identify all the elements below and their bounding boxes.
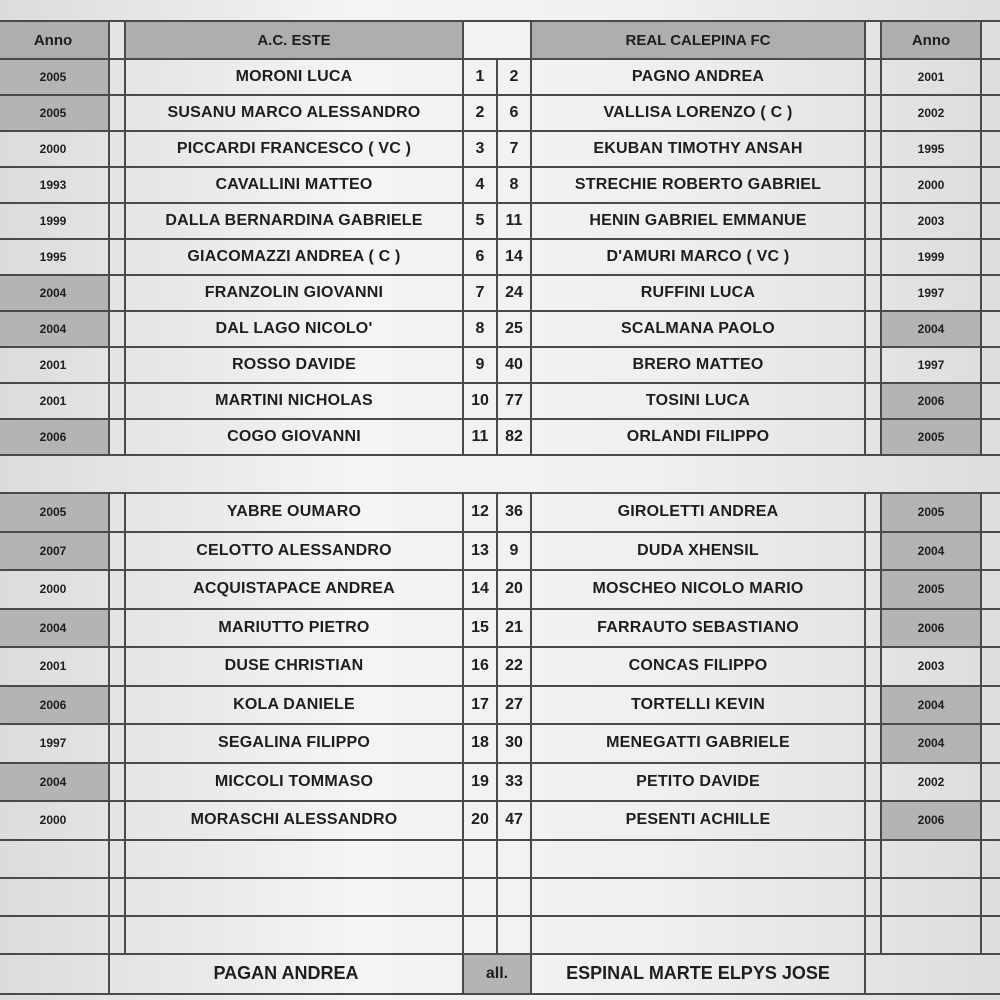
right-birth-year: 2004 xyxy=(881,532,981,571)
right-player-name: PETITO DAVIDE xyxy=(531,763,865,802)
player-row xyxy=(0,383,1000,419)
right-player-name: DUDA XHENSIL xyxy=(531,532,865,571)
edge-cell xyxy=(981,419,1000,455)
left-spacer xyxy=(109,801,125,840)
right-spacer xyxy=(865,493,881,532)
left-birth-year: 2005 xyxy=(0,493,109,532)
right-birth-year: 1999 xyxy=(881,239,981,275)
left-shirt-number: 4 xyxy=(463,167,497,203)
left-spacer xyxy=(109,347,125,383)
right-player-name: MOSCHEO NICOLO MARIO xyxy=(531,570,865,609)
left-shirt-number: 1 xyxy=(463,59,497,95)
left-shirt-number: 19 xyxy=(463,763,497,802)
left-spacer xyxy=(109,239,125,275)
left-player-name: FRANZOLIN GIOVANNI xyxy=(125,275,463,311)
empty-cell xyxy=(125,878,463,916)
left-birth-year: 2004 xyxy=(0,275,109,311)
right-birth-year: 2005 xyxy=(881,419,981,455)
right-birth-year: 1997 xyxy=(881,275,981,311)
edge-cell xyxy=(981,131,1000,167)
player-row xyxy=(0,609,1000,648)
empty-cell xyxy=(981,878,1000,916)
left-birth-year: 2006 xyxy=(0,686,109,725)
right-coach-name: ESPINAL MARTE ELPYS JOSE xyxy=(531,954,865,994)
edge-cell xyxy=(981,203,1000,239)
left-birth-year: 2001 xyxy=(0,383,109,419)
right-spacer xyxy=(865,275,881,311)
left-spacer xyxy=(109,167,125,203)
player-row xyxy=(0,203,1000,239)
right-shirt-number: 30 xyxy=(497,724,531,763)
edge-cell xyxy=(981,570,1000,609)
right-spacer xyxy=(865,95,881,131)
empty-row xyxy=(0,878,1000,916)
left-birth-year: 2007 xyxy=(0,532,109,571)
right-shirt-number: 11 xyxy=(497,203,531,239)
right-player-name: RUFFINI LUCA xyxy=(531,275,865,311)
right-spacer xyxy=(865,59,881,95)
left-shirt-number: 9 xyxy=(463,347,497,383)
right-shirt-number: 36 xyxy=(497,493,531,532)
left-spacer xyxy=(109,275,125,311)
left-spacer xyxy=(109,493,125,532)
left-player-name: CELOTTO ALESSANDRO xyxy=(125,532,463,571)
left-coach-name: PAGAN ANDREA xyxy=(109,954,463,994)
empty-cell xyxy=(881,878,981,916)
section-gap xyxy=(0,455,1000,493)
left-birth-year: 2004 xyxy=(0,763,109,802)
left-birth-year: 1999 xyxy=(0,203,109,239)
left-player-name: DAL LAGO NICOLO' xyxy=(125,311,463,347)
right-birth-year: 1995 xyxy=(881,131,981,167)
right-birth-year: 2003 xyxy=(881,203,981,239)
left-birth-year: 2006 xyxy=(0,419,109,455)
empty-cell xyxy=(981,916,1000,954)
empty-cell xyxy=(881,916,981,954)
right-spacer xyxy=(865,647,881,686)
right-birth-year: 2002 xyxy=(881,95,981,131)
number-header-gap xyxy=(463,21,497,59)
player-row xyxy=(0,493,1000,532)
right-birth-year: 2004 xyxy=(881,724,981,763)
left-birth-year: 2004 xyxy=(0,311,109,347)
left-birth-year: 1997 xyxy=(0,724,109,763)
edge-cell xyxy=(981,724,1000,763)
left-shirt-number: 5 xyxy=(463,203,497,239)
left-player-name: MORONI LUCA xyxy=(125,59,463,95)
edge-cell xyxy=(981,609,1000,648)
left-birth-year: 2000 xyxy=(0,801,109,840)
right-spacer xyxy=(865,347,881,383)
edge-cell xyxy=(981,95,1000,131)
coach-label: all. xyxy=(463,954,531,994)
right-spacer xyxy=(865,419,881,455)
right-birth-year: 2004 xyxy=(881,686,981,725)
player-row xyxy=(0,570,1000,609)
empty-cell xyxy=(881,840,981,878)
right-spacer xyxy=(865,954,1000,994)
right-shirt-number: 9 xyxy=(497,532,531,571)
edge-cell xyxy=(981,311,1000,347)
right-birth-year: 2005 xyxy=(881,570,981,609)
left-year-header: Anno xyxy=(0,21,109,59)
left-player-name: ROSSO DAVIDE xyxy=(125,347,463,383)
left-player-name: MICCOLI TOMMASO xyxy=(125,763,463,802)
player-row xyxy=(0,532,1000,571)
left-birth-year: 2000 xyxy=(0,570,109,609)
right-player-name: GIROLETTI ANDREA xyxy=(531,493,865,532)
coaches-row xyxy=(0,954,1000,994)
edge-cell xyxy=(981,801,1000,840)
edge-cell xyxy=(981,532,1000,571)
left-player-name: SEGALINA FILIPPO xyxy=(125,724,463,763)
left-player-name: MARIUTTO PIETRO xyxy=(125,609,463,648)
left-shirt-number: 11 xyxy=(463,419,497,455)
right-shirt-number: 7 xyxy=(497,131,531,167)
player-row xyxy=(0,275,1000,311)
right-spacer xyxy=(865,609,881,648)
left-spacer xyxy=(109,95,125,131)
edge-cell xyxy=(981,347,1000,383)
right-player-name: CONCAS FILIPPO xyxy=(531,647,865,686)
right-spacer xyxy=(865,383,881,419)
right-shirt-number: 14 xyxy=(497,239,531,275)
right-player-name: ORLANDI FILIPPO xyxy=(531,419,865,455)
empty-cell xyxy=(109,878,125,916)
right-birth-year: 2000 xyxy=(881,167,981,203)
empty-cell xyxy=(463,878,497,916)
right-spacer xyxy=(865,763,881,802)
player-row xyxy=(0,647,1000,686)
right-shirt-number: 47 xyxy=(497,801,531,840)
edge-cell xyxy=(981,686,1000,725)
empty-cell xyxy=(109,916,125,954)
player-row xyxy=(0,763,1000,802)
right-birth-year: 2006 xyxy=(881,801,981,840)
empty-cell xyxy=(125,840,463,878)
player-row xyxy=(0,95,1000,131)
right-shirt-number: 40 xyxy=(497,347,531,383)
right-spacer xyxy=(865,724,881,763)
right-player-name: TOSINI LUCA xyxy=(531,383,865,419)
left-shirt-number: 17 xyxy=(463,686,497,725)
left-player-name: ACQUISTAPACE ANDREA xyxy=(125,570,463,609)
empty-cell xyxy=(531,916,865,954)
empty-cell xyxy=(865,916,881,954)
right-player-name: SCALMANA PAOLO xyxy=(531,311,865,347)
left-shirt-number: 14 xyxy=(463,570,497,609)
right-player-name: HENIN GABRIEL EMMANUE xyxy=(531,203,865,239)
player-row xyxy=(0,239,1000,275)
right-shirt-number: 6 xyxy=(497,95,531,131)
right-year-header: Anno xyxy=(881,21,981,59)
right-player-name: PAGNO ANDREA xyxy=(531,59,865,95)
section-gap-row xyxy=(0,455,1000,493)
edge-cell xyxy=(981,21,1000,59)
left-birth-year: 2005 xyxy=(0,59,109,95)
left-spacer xyxy=(109,21,125,59)
left-shirt-number: 7 xyxy=(463,275,497,311)
left-spacer xyxy=(109,383,125,419)
right-spacer xyxy=(865,167,881,203)
left-shirt-number: 10 xyxy=(463,383,497,419)
right-player-name: PESENTI ACHILLE xyxy=(531,801,865,840)
right-spacer xyxy=(865,570,881,609)
left-team-name: A.C. ESTE xyxy=(125,21,463,59)
empty-cell xyxy=(497,878,531,916)
left-shirt-number: 8 xyxy=(463,311,497,347)
right-player-name: EKUBAN TIMOTHY ANSAH xyxy=(531,131,865,167)
right-birth-year: 2006 xyxy=(881,609,981,648)
right-player-name: MENEGATTI GABRIELE xyxy=(531,724,865,763)
empty-cell xyxy=(125,916,463,954)
empty-row xyxy=(0,916,1000,954)
right-player-name: D'AMURI MARCO ( VC ) xyxy=(531,239,865,275)
right-birth-year: 2006 xyxy=(881,383,981,419)
right-spacer xyxy=(865,311,881,347)
left-spacer xyxy=(109,763,125,802)
left-shirt-number: 13 xyxy=(463,532,497,571)
left-birth-year: 2005 xyxy=(0,95,109,131)
edge-cell xyxy=(981,239,1000,275)
right-shirt-number: 33 xyxy=(497,763,531,802)
edge-cell xyxy=(981,763,1000,802)
right-team-name: REAL CALEPINA FC xyxy=(531,21,865,59)
left-player-name: CAVALLINI MATTEO xyxy=(125,167,463,203)
right-shirt-number: 77 xyxy=(497,383,531,419)
right-spacer xyxy=(865,686,881,725)
edge-cell xyxy=(981,647,1000,686)
empty-cell xyxy=(0,916,109,954)
right-birth-year: 2002 xyxy=(881,763,981,802)
right-shirt-number: 24 xyxy=(497,275,531,311)
right-shirt-number: 27 xyxy=(497,686,531,725)
right-birth-year: 2005 xyxy=(881,493,981,532)
left-spacer xyxy=(109,419,125,455)
right-player-name: VALLISA LORENZO ( C ) xyxy=(531,95,865,131)
edge-cell xyxy=(981,275,1000,311)
right-birth-year: 1997 xyxy=(881,347,981,383)
left-player-name: SUSANU MARCO ALESSANDRO xyxy=(125,95,463,131)
edge-cell xyxy=(981,167,1000,203)
right-spacer xyxy=(865,131,881,167)
empty-cell xyxy=(865,840,881,878)
left-player-name: DUSE CHRISTIAN xyxy=(125,647,463,686)
left-shirt-number: 16 xyxy=(463,647,497,686)
right-shirt-number: 82 xyxy=(497,419,531,455)
edge-cell xyxy=(981,493,1000,532)
empty-cell xyxy=(981,840,1000,878)
left-shirt-number: 20 xyxy=(463,801,497,840)
left-player-name: COGO GIOVANNI xyxy=(125,419,463,455)
left-player-name: MARTINI NICHOLAS xyxy=(125,383,463,419)
header-row xyxy=(0,21,1000,59)
player-row xyxy=(0,724,1000,763)
player-row xyxy=(0,419,1000,455)
player-row xyxy=(0,167,1000,203)
player-row xyxy=(0,59,1000,95)
right-shirt-number: 8 xyxy=(497,167,531,203)
right-spacer xyxy=(865,203,881,239)
left-player-name: PICCARDI FRANCESCO ( VC ) xyxy=(125,131,463,167)
right-shirt-number: 20 xyxy=(497,570,531,609)
left-player-name: GIACOMAZZI ANDREA ( C ) xyxy=(125,239,463,275)
left-birth-year: 2000 xyxy=(0,131,109,167)
empty-cell xyxy=(463,840,497,878)
right-shirt-number: 2 xyxy=(497,59,531,95)
left-player-name: YABRE OUMARO xyxy=(125,493,463,532)
left-spacer xyxy=(109,609,125,648)
right-shirt-number: 25 xyxy=(497,311,531,347)
left-birth-year: 1995 xyxy=(0,239,109,275)
player-row xyxy=(0,311,1000,347)
left-player-name: KOLA DANIELE xyxy=(125,686,463,725)
edge-cell xyxy=(981,59,1000,95)
left-spacer xyxy=(109,311,125,347)
left-birth-year: 1993 xyxy=(0,167,109,203)
empty-cell xyxy=(0,878,109,916)
right-spacer xyxy=(865,532,881,571)
left-spacer xyxy=(109,686,125,725)
left-spacer xyxy=(109,532,125,571)
right-spacer xyxy=(865,801,881,840)
player-row xyxy=(0,347,1000,383)
right-birth-year: 2001 xyxy=(881,59,981,95)
left-shirt-number: 15 xyxy=(463,609,497,648)
edge-cell xyxy=(981,383,1000,419)
left-player-name: DALLA BERNARDINA GABRIELE xyxy=(125,203,463,239)
player-row xyxy=(0,801,1000,840)
number-header-gap xyxy=(497,21,531,59)
right-shirt-number: 21 xyxy=(497,609,531,648)
left-birth-year: 2004 xyxy=(0,609,109,648)
left-shirt-number: 6 xyxy=(463,239,497,275)
left-birth-year: 2001 xyxy=(0,647,109,686)
empty-cell xyxy=(0,840,109,878)
player-row xyxy=(0,686,1000,725)
right-player-name: STRECHIE ROBERTO GABRIEL xyxy=(531,167,865,203)
right-shirt-number: 22 xyxy=(497,647,531,686)
left-spacer xyxy=(109,647,125,686)
player-row xyxy=(0,131,1000,167)
left-shirt-number: 3 xyxy=(463,131,497,167)
empty-cell xyxy=(865,878,881,916)
left-birth-year: 2001 xyxy=(0,347,109,383)
left-spacer xyxy=(109,570,125,609)
right-spacer xyxy=(865,21,881,59)
left-spacer xyxy=(109,203,125,239)
left-spacer xyxy=(109,59,125,95)
right-birth-year: 2004 xyxy=(881,311,981,347)
empty-cell xyxy=(497,916,531,954)
left-shirt-number: 18 xyxy=(463,724,497,763)
left-spacer xyxy=(0,954,109,994)
left-shirt-number: 12 xyxy=(463,493,497,532)
empty-row xyxy=(0,840,1000,878)
empty-cell xyxy=(497,840,531,878)
right-spacer xyxy=(865,239,881,275)
empty-cell xyxy=(531,840,865,878)
right-player-name: FARRAUTO SEBASTIANO xyxy=(531,609,865,648)
empty-cell xyxy=(463,916,497,954)
empty-cell xyxy=(531,878,865,916)
left-spacer xyxy=(109,724,125,763)
left-shirt-number: 2 xyxy=(463,95,497,131)
right-player-name: TORTELLI KEVIN xyxy=(531,686,865,725)
right-birth-year: 2003 xyxy=(881,647,981,686)
lineup-table xyxy=(0,20,1000,995)
left-player-name: MORASCHI ALESSANDRO xyxy=(125,801,463,840)
empty-cell xyxy=(109,840,125,878)
left-spacer xyxy=(109,131,125,167)
right-player-name: BRERO MATTEO xyxy=(531,347,865,383)
